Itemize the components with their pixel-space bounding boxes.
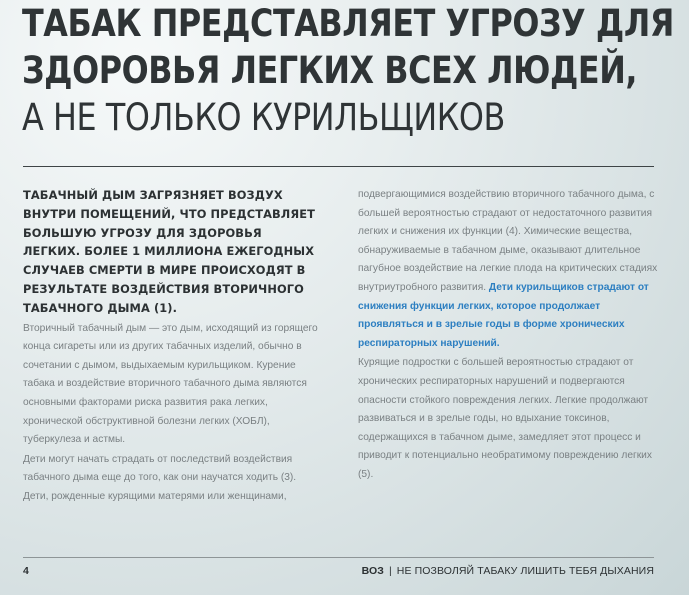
page-number: 4 xyxy=(23,565,29,577)
footer-divider xyxy=(23,557,654,558)
headline-line-1: ТАБАК ПРЕДСТАВЛЯЕТ УГРОЗУ ДЛЯ xyxy=(22,2,674,45)
lead-paragraph: ТАБАЧНЫЙ ДЫМ ЗАГРЯЗНЯЕТ ВОЗДУХ ВНУТРИ ПОМЕЩЕНИЙ, ЧТО ПРЕДСТАВЛЯЕТ БОЛЬШУЮ УГРОЗУ ДЛЯ ЗДОРОВЬЯ ЛЕГКИХ. БОЛЕЕ 1 МИЛЛИОНА ЕЖЕГОДНЫХ СЛУЧАЕВ СМЕРТИ В МИРЕ ПРОИСХОДЯТ В РЕЗУЛЬТАТЕ ВОЗДЕЙСТВИЯ ВТОРИЧНОГО ТАБАЧНОГО ДЫМА (1). xyxy=(23,188,315,315)
body-paragraph: Вторичный табачный дым — это дым, исходящий из горящего конца сигареты или из других табачных изделий, обычно в сочетании с дымом, выдыхаемым курильщиком. Курение табака и воздействие вторичного табачного дыма являются основными факторами риска развития рака легких, хронической обструктивной болезни легких (ХОБЛ), туберкулеза и астмы. xyxy=(23,322,318,446)
headline-line-2: ЗДОРОВЬЯ ЛЕГКИХ ВСЕХ ЛЮДЕЙ, xyxy=(22,49,638,92)
body-paragraph: Курящие подростки с большей вероятностью страдают от хронических респираторных нарушений и подвергаются опасности стойкого повреждения легких. Легкие продолжают развиваться и в зрелые годы, но вдыхание токсинов, содержащихся в табачном дыме, замедляет этот процесс и приводит к потенциально необратимому повреждению легких (5). xyxy=(358,357,652,480)
footer-org: ВОЗ xyxy=(361,565,384,577)
running-footer xyxy=(362,565,654,577)
right-column xyxy=(358,186,658,485)
headline-line-3: А НЕ ТОЛЬКО КУРИЛЬЩИКОВ xyxy=(22,96,505,139)
highlighted-text: Дети курильщиков страдают от снижения функции легких, которое продолжает проявляться и в зрелые годы в форме хронических респираторных нарушений. xyxy=(358,281,649,349)
page-headline xyxy=(22,0,674,141)
body-paragraph xyxy=(358,186,658,353)
left-column xyxy=(23,186,321,507)
body-text: подвергающимися воздействию вторичного табачного дыма, с большей вероятностью страдают от недостаточного развития легких и снижения их функции (4). Химические вещества, обнаруживаемые в табачном дыме, оказывают длительное пагубное воздействие на легкие плода на критических стадиях внутриутробного развития. xyxy=(358,189,658,293)
headline-divider xyxy=(23,166,654,167)
footer-separator: | xyxy=(388,565,392,577)
footer-title: НЕ ПОЗВОЛЯЙ ТАБАКУ ЛИШИТЬ ТЕБЯ ДЫХАНИЯ xyxy=(396,565,654,577)
body-paragraph: Дети могут начать страдать от последствий воздействия табачного дыма еще до того, как они научатся ходить (3). Дети, рожденные курящими матерями или женщинами, xyxy=(23,453,297,502)
